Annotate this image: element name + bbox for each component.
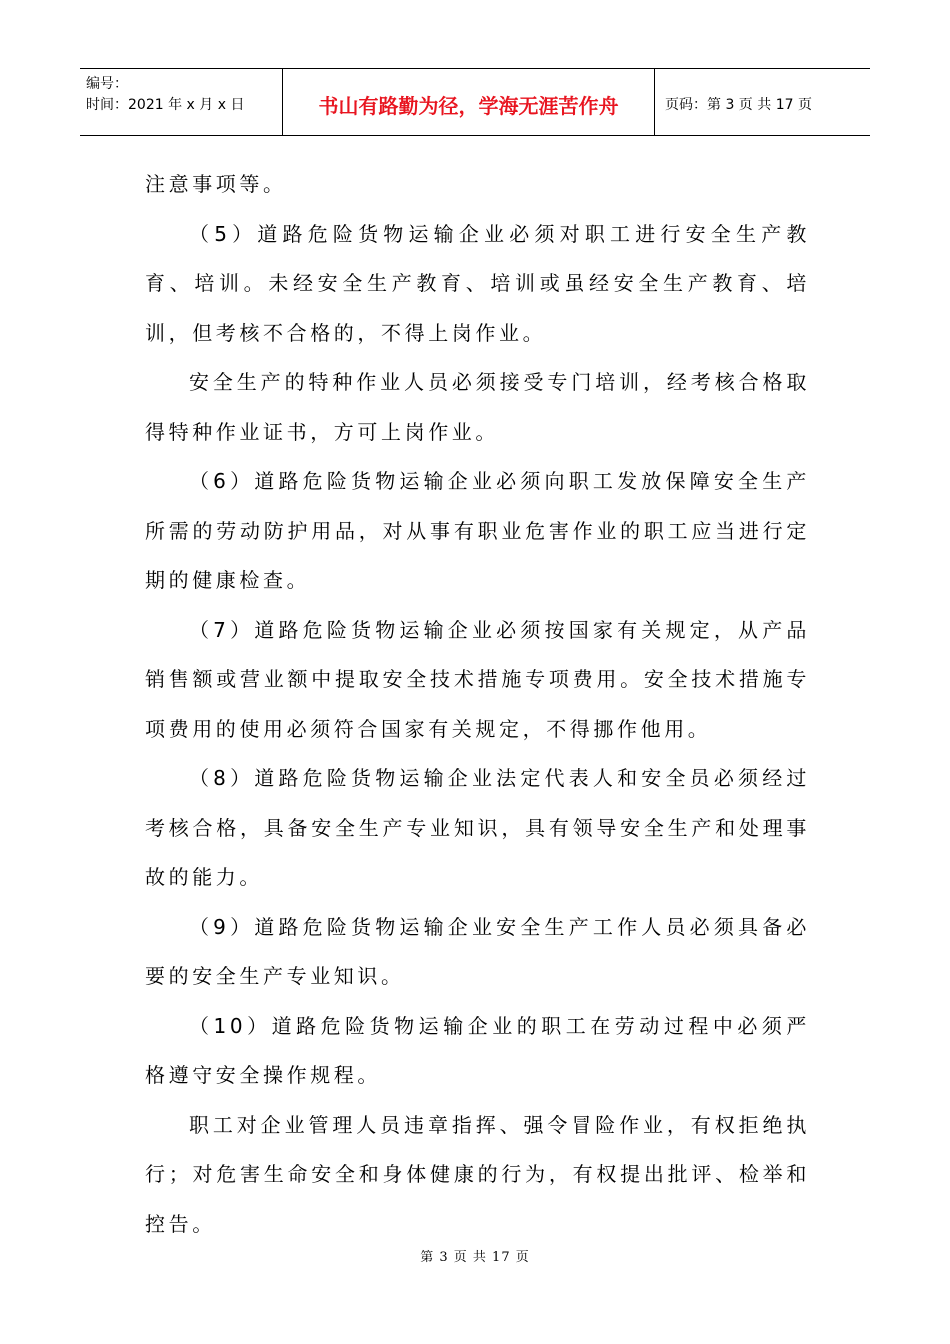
paragraph-continuation: 注意事项等。 bbox=[145, 172, 287, 196]
footer-page-number: 第 3 页 共 17 页 bbox=[420, 1250, 530, 1265]
header-page-cell bbox=[655, 69, 870, 135]
header-motto-cell bbox=[283, 69, 655, 135]
paragraph-worker-rights: 职工对企业管理人员违章指挥、强令冒险作业，有权拒绝执行；对危害生命安全和身体健康的行为，有权提出批评、检举和控告。 bbox=[145, 1112, 810, 1236]
paragraph-item-8: （8）道路危险货物运输企业法定代表人和安全员必须经过考核合格，具备安全生产专业知识，具有领导安全生产和处理事故的能力。 bbox=[145, 766, 810, 889]
paragraph-item-5: （5）道路危险货物运输企业必须对职工进行安全生产教育、培训。未经安全生产教育、培训或虽经安全生产教育、培训，但考核不合格的，不得上岗作业。 bbox=[145, 221, 810, 345]
paragraph-special-operators: 安全生产的特种作业人员必须接受专门培训，经考核合格取得特种作业证书，方可上岗作业。 bbox=[145, 370, 810, 444]
paragraph-item-7: （7）道路危险货物运输企业必须按国家有关规定，从产品销售额或营业额中提取安全技术措施专项费用。安全技术措施专项费用的使用必须符合国家有关规定，不得挪作他用。 bbox=[145, 617, 810, 741]
page-footer bbox=[0, 1246, 950, 1265]
date-label: 时间：2021 年 x 月 x 日 bbox=[86, 97, 245, 113]
paragraph-item-10: （10）道路危险货物运输企业的职工在劳动过程中必须严格遵守安全操作规程。 bbox=[145, 1013, 810, 1087]
header-meta-cell bbox=[80, 69, 283, 135]
serial-number-label: 编号： bbox=[86, 76, 128, 92]
paragraph-item-9: （9）道路危险货物运输企业安全生产工作人员必须具备必要的安全生产专业知识。 bbox=[145, 914, 810, 988]
paragraph-item-6: （6）道路危险货物运输企业必须向职工发放保障安全生产所需的劳动防护用品，对从事有职业危害作业的职工应当进行定期的健康检查。 bbox=[145, 469, 810, 592]
motto-text: 书山有路勤为径，学海无涯苦作舟 bbox=[318, 93, 619, 118]
page-header bbox=[80, 68, 870, 136]
document-body bbox=[145, 160, 810, 1249]
page-info-text: 页码：第 3 页 共 17 页 bbox=[665, 97, 812, 113]
